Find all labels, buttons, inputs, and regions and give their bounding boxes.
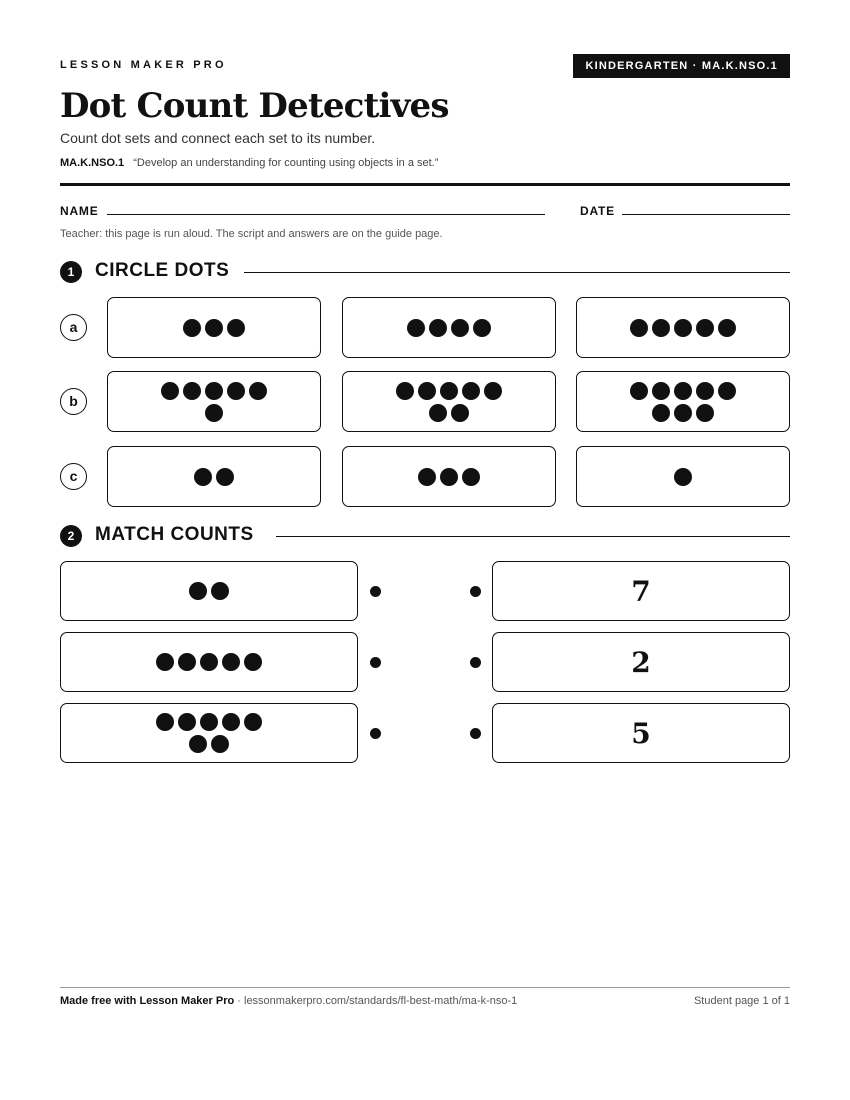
dot <box>462 382 480 400</box>
dot <box>205 382 223 400</box>
match-dot-set-box[interactable] <box>60 703 358 763</box>
section-number-badge: 1 <box>60 261 82 283</box>
dot <box>674 468 692 486</box>
standard-line <box>60 157 438 169</box>
standard-quote: “Develop an understanding for counting using objects in a set.” <box>133 157 439 169</box>
row-letter-b: b <box>60 388 87 415</box>
dot <box>429 319 447 337</box>
dot-row <box>630 319 736 337</box>
section-rule <box>276 536 790 537</box>
dot <box>244 713 262 731</box>
dot <box>161 382 179 400</box>
dot <box>440 468 458 486</box>
right-connector-dot[interactable] <box>470 728 481 739</box>
right-connector-dot[interactable] <box>470 657 481 668</box>
dot <box>249 382 267 400</box>
worksheet-page <box>60 0 790 1100</box>
dot-row <box>156 713 262 731</box>
dot <box>194 468 212 486</box>
left-connector-dot[interactable] <box>370 586 381 597</box>
footer-divider <box>60 987 790 988</box>
row-letter-c: c <box>60 463 87 490</box>
dot <box>451 404 469 422</box>
left-connector-dot[interactable] <box>370 657 381 668</box>
dot <box>473 319 491 337</box>
page-title: Dot Count Detectives <box>60 86 449 126</box>
right-connector-dot[interactable] <box>470 586 481 597</box>
dot <box>205 404 223 422</box>
dot-row <box>396 382 502 400</box>
dot <box>396 382 414 400</box>
dot <box>211 582 229 600</box>
footer-made-with: Made free with Lesson Maker Pro <box>60 995 235 1007</box>
dot <box>630 382 648 400</box>
footer-url[interactable]: lessonmakerpro.com/standards/fl-best-math/ma-k-nso-1 <box>244 995 518 1007</box>
dot <box>244 653 262 671</box>
date-field[interactable] <box>622 214 790 215</box>
section-rule <box>244 272 790 273</box>
dot-row <box>652 404 714 422</box>
dot <box>652 319 670 337</box>
dot <box>183 382 201 400</box>
footer-page-number: Student page 1 of 1 <box>693 995 790 1007</box>
grade-badge: KINDERGARTEN · MA.K.NSO.1 <box>573 54 790 78</box>
brand-name: LESSON MAKER PRO <box>60 59 227 71</box>
footer-separator: · <box>234 995 244 1007</box>
dot-set-box[interactable] <box>107 297 321 358</box>
dot <box>216 468 234 486</box>
dot-set-box[interactable] <box>576 446 790 507</box>
dot <box>418 382 436 400</box>
dot <box>652 404 670 422</box>
dot <box>674 382 692 400</box>
match-dot-set-box[interactable] <box>60 632 358 692</box>
header-divider <box>60 183 790 186</box>
dot <box>630 319 648 337</box>
row-letter-a: a <box>60 314 87 341</box>
dot <box>211 735 229 753</box>
date-label: DATE <box>580 204 615 218</box>
dot-row <box>674 468 692 486</box>
section-title: CIRCLE DOTS <box>95 260 230 281</box>
dot-row <box>183 319 245 337</box>
dot-row <box>189 735 229 753</box>
section-match-counts-header <box>60 523 790 547</box>
dot <box>484 382 502 400</box>
standard-code: MA.K.NSO.1 <box>60 157 125 169</box>
dot <box>451 319 469 337</box>
dot-set-box[interactable] <box>107 371 321 432</box>
dot-set-box[interactable] <box>576 371 790 432</box>
left-connector-dot[interactable] <box>370 728 381 739</box>
dot <box>429 404 447 422</box>
dot <box>222 653 240 671</box>
dot-row <box>156 653 262 671</box>
dot <box>227 319 245 337</box>
dot-set-box[interactable] <box>576 297 790 358</box>
dot <box>440 382 458 400</box>
dot <box>674 319 692 337</box>
dot-row <box>407 319 491 337</box>
dot-set-box[interactable] <box>342 297 556 358</box>
page-subtitle: Count dot sets and connect each set to its number. <box>60 130 376 146</box>
match-number-box[interactable]: 5 <box>492 703 790 763</box>
section-circle-dots-header <box>60 259 790 283</box>
dot <box>418 468 436 486</box>
dot <box>200 653 218 671</box>
dot <box>205 319 223 337</box>
dot-set-box[interactable] <box>342 371 556 432</box>
dot <box>156 653 174 671</box>
dot <box>718 382 736 400</box>
dot <box>200 713 218 731</box>
section-title: MATCH COUNTS <box>95 524 254 545</box>
dot-row <box>418 468 480 486</box>
footer-credit <box>60 995 517 1007</box>
dot <box>227 382 245 400</box>
dot-row <box>205 404 223 422</box>
match-number-box[interactable]: 2 <box>492 632 790 692</box>
dot <box>674 404 692 422</box>
dot-row <box>189 582 229 600</box>
dot <box>696 404 714 422</box>
section-number-badge: 2 <box>60 525 82 547</box>
dot <box>462 468 480 486</box>
dot <box>189 735 207 753</box>
dot <box>178 713 196 731</box>
dot-row <box>429 404 469 422</box>
dot <box>718 319 736 337</box>
dot-row <box>194 468 234 486</box>
dot <box>156 713 174 731</box>
teacher-note: Teacher: this page is run aloud. The script and answers are on the guide page. <box>60 228 443 240</box>
dot-set-box[interactable] <box>342 446 556 507</box>
dot-row <box>630 382 736 400</box>
dot <box>652 382 670 400</box>
dot <box>696 319 714 337</box>
dot-set-box[interactable] <box>107 446 321 507</box>
dot <box>183 319 201 337</box>
dot <box>222 713 240 731</box>
dot <box>189 582 207 600</box>
dot <box>178 653 196 671</box>
dot <box>696 382 714 400</box>
name-field[interactable] <box>107 214 545 215</box>
dot-row <box>161 382 267 400</box>
match-number-box[interactable]: 7 <box>492 561 790 621</box>
match-dot-set-box[interactable] <box>60 561 358 621</box>
name-label: NAME <box>60 204 99 218</box>
dot <box>407 319 425 337</box>
